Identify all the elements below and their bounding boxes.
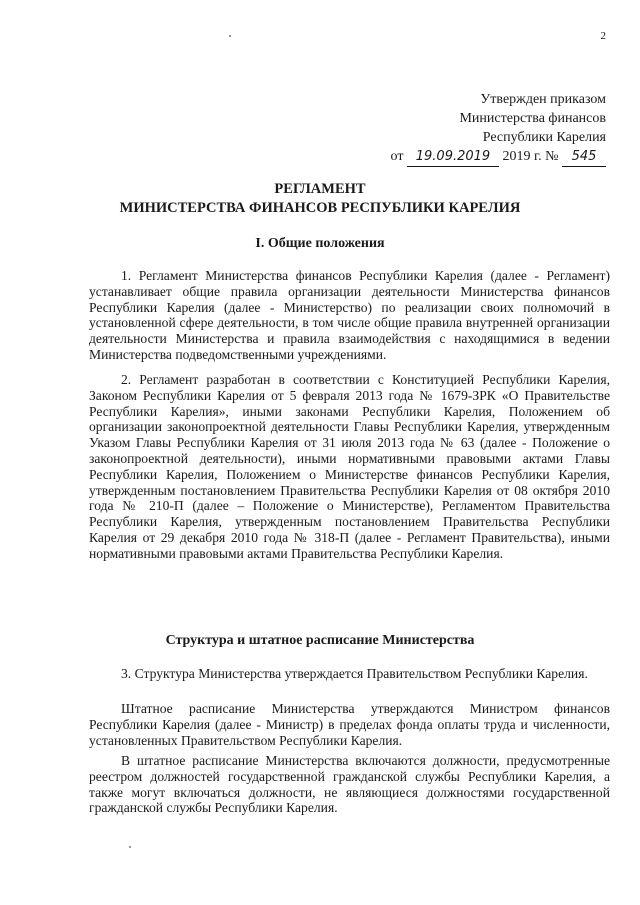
paragraph-2: 2. Регламент разработан в соответствии с Конституцией Республики Карелия, Законом Республики Карелия от 5 февраля 2013 года № 1679-ЗРК «О Правительстве Республики Карелия», иными законами Республики Карелия, Положением об организации законопроектной деятельности Главы Республики Карелия, утвержденным Указом Главы Республики Карелия от 31 июля 2013 года № 63 (далее - Положение о законопроектной деятельности), иными нормативными правовыми актами Главы Республики Карелия, Положением о Министерстве финансов Республики Карелия, утвержденным постановлением Правительства Республики Карелия от 08 октября 2010 года № 210-П (далее – Положение о Министерстве), Регламентом Правительства Республики Карелия, утвержденным постановлением Правительства Республики Карелия от 29 декабря 2010 года № 318-П (далее - Регламент Правительства), иными нормативными правовыми актами Правительства Республики Карелия. <box>89 372 610 561</box>
section-heading-general: I. Общие положения <box>255 236 385 251</box>
from-label: от <box>390 149 404 164</box>
approval-line-1: Утвержден приказом <box>480 92 606 107</box>
paragraph-5: В штатное расписание Министерства включаются должности, предусмотренные реестром должностей государственной гражданской службы Республики Карелия, а также могут включаться должности, не являющиеся должностями государственной гражданской службы Республики Карелия. <box>89 753 610 816</box>
approval-stamp <box>346 90 606 167</box>
paragraph-4: Штатное расписание Министерства утверждаются Министром финансов Республики Карелия (далее - Министр) в пределах фонда оплаты труда и численности, установленных Правительством Республики Карелия. <box>89 701 610 748</box>
handwritten-date: 19.09.2019 <box>407 147 499 167</box>
section-heading-structure: Структура и штатное расписание Министерства <box>165 633 475 648</box>
approval-line-3: Республики Карелия <box>482 130 606 145</box>
year-number-label: 2019 г. № <box>502 149 559 164</box>
approval-line-2: Министерства финансов <box>459 111 606 126</box>
handwritten-number: 545 <box>562 147 606 167</box>
paragraph-1: 1. Регламент Министерства финансов Республики Карелия (далее - Регламент) устанавливает общие правила организации деятельности Министерства финансов Республики Карелия (далее - Министерство) по реализации своих полномочий в установленной сфере деятельности, в том числе общие правила внутренней организации деятельности Министерства и правила взаимодействия с находящимися в ведении Министерства подведомственными учреждениями. <box>89 268 610 362</box>
page-number: 2 <box>600 30 606 42</box>
title-line-1: РЕГЛАМЕНТ <box>274 181 366 197</box>
scan-speck <box>229 35 231 37</box>
paragraph-3: 3. Структура Министерства утверждается Правительством Республики Карелия. <box>121 666 588 681</box>
scan-speck <box>129 846 131 848</box>
title-line-2: МИНИСТЕРСТВА ФИНАНСОВ РЕСПУБЛИКИ КАРЕЛИЯ <box>119 200 521 216</box>
approval-date-line <box>346 147 606 167</box>
document-title <box>0 180 640 218</box>
